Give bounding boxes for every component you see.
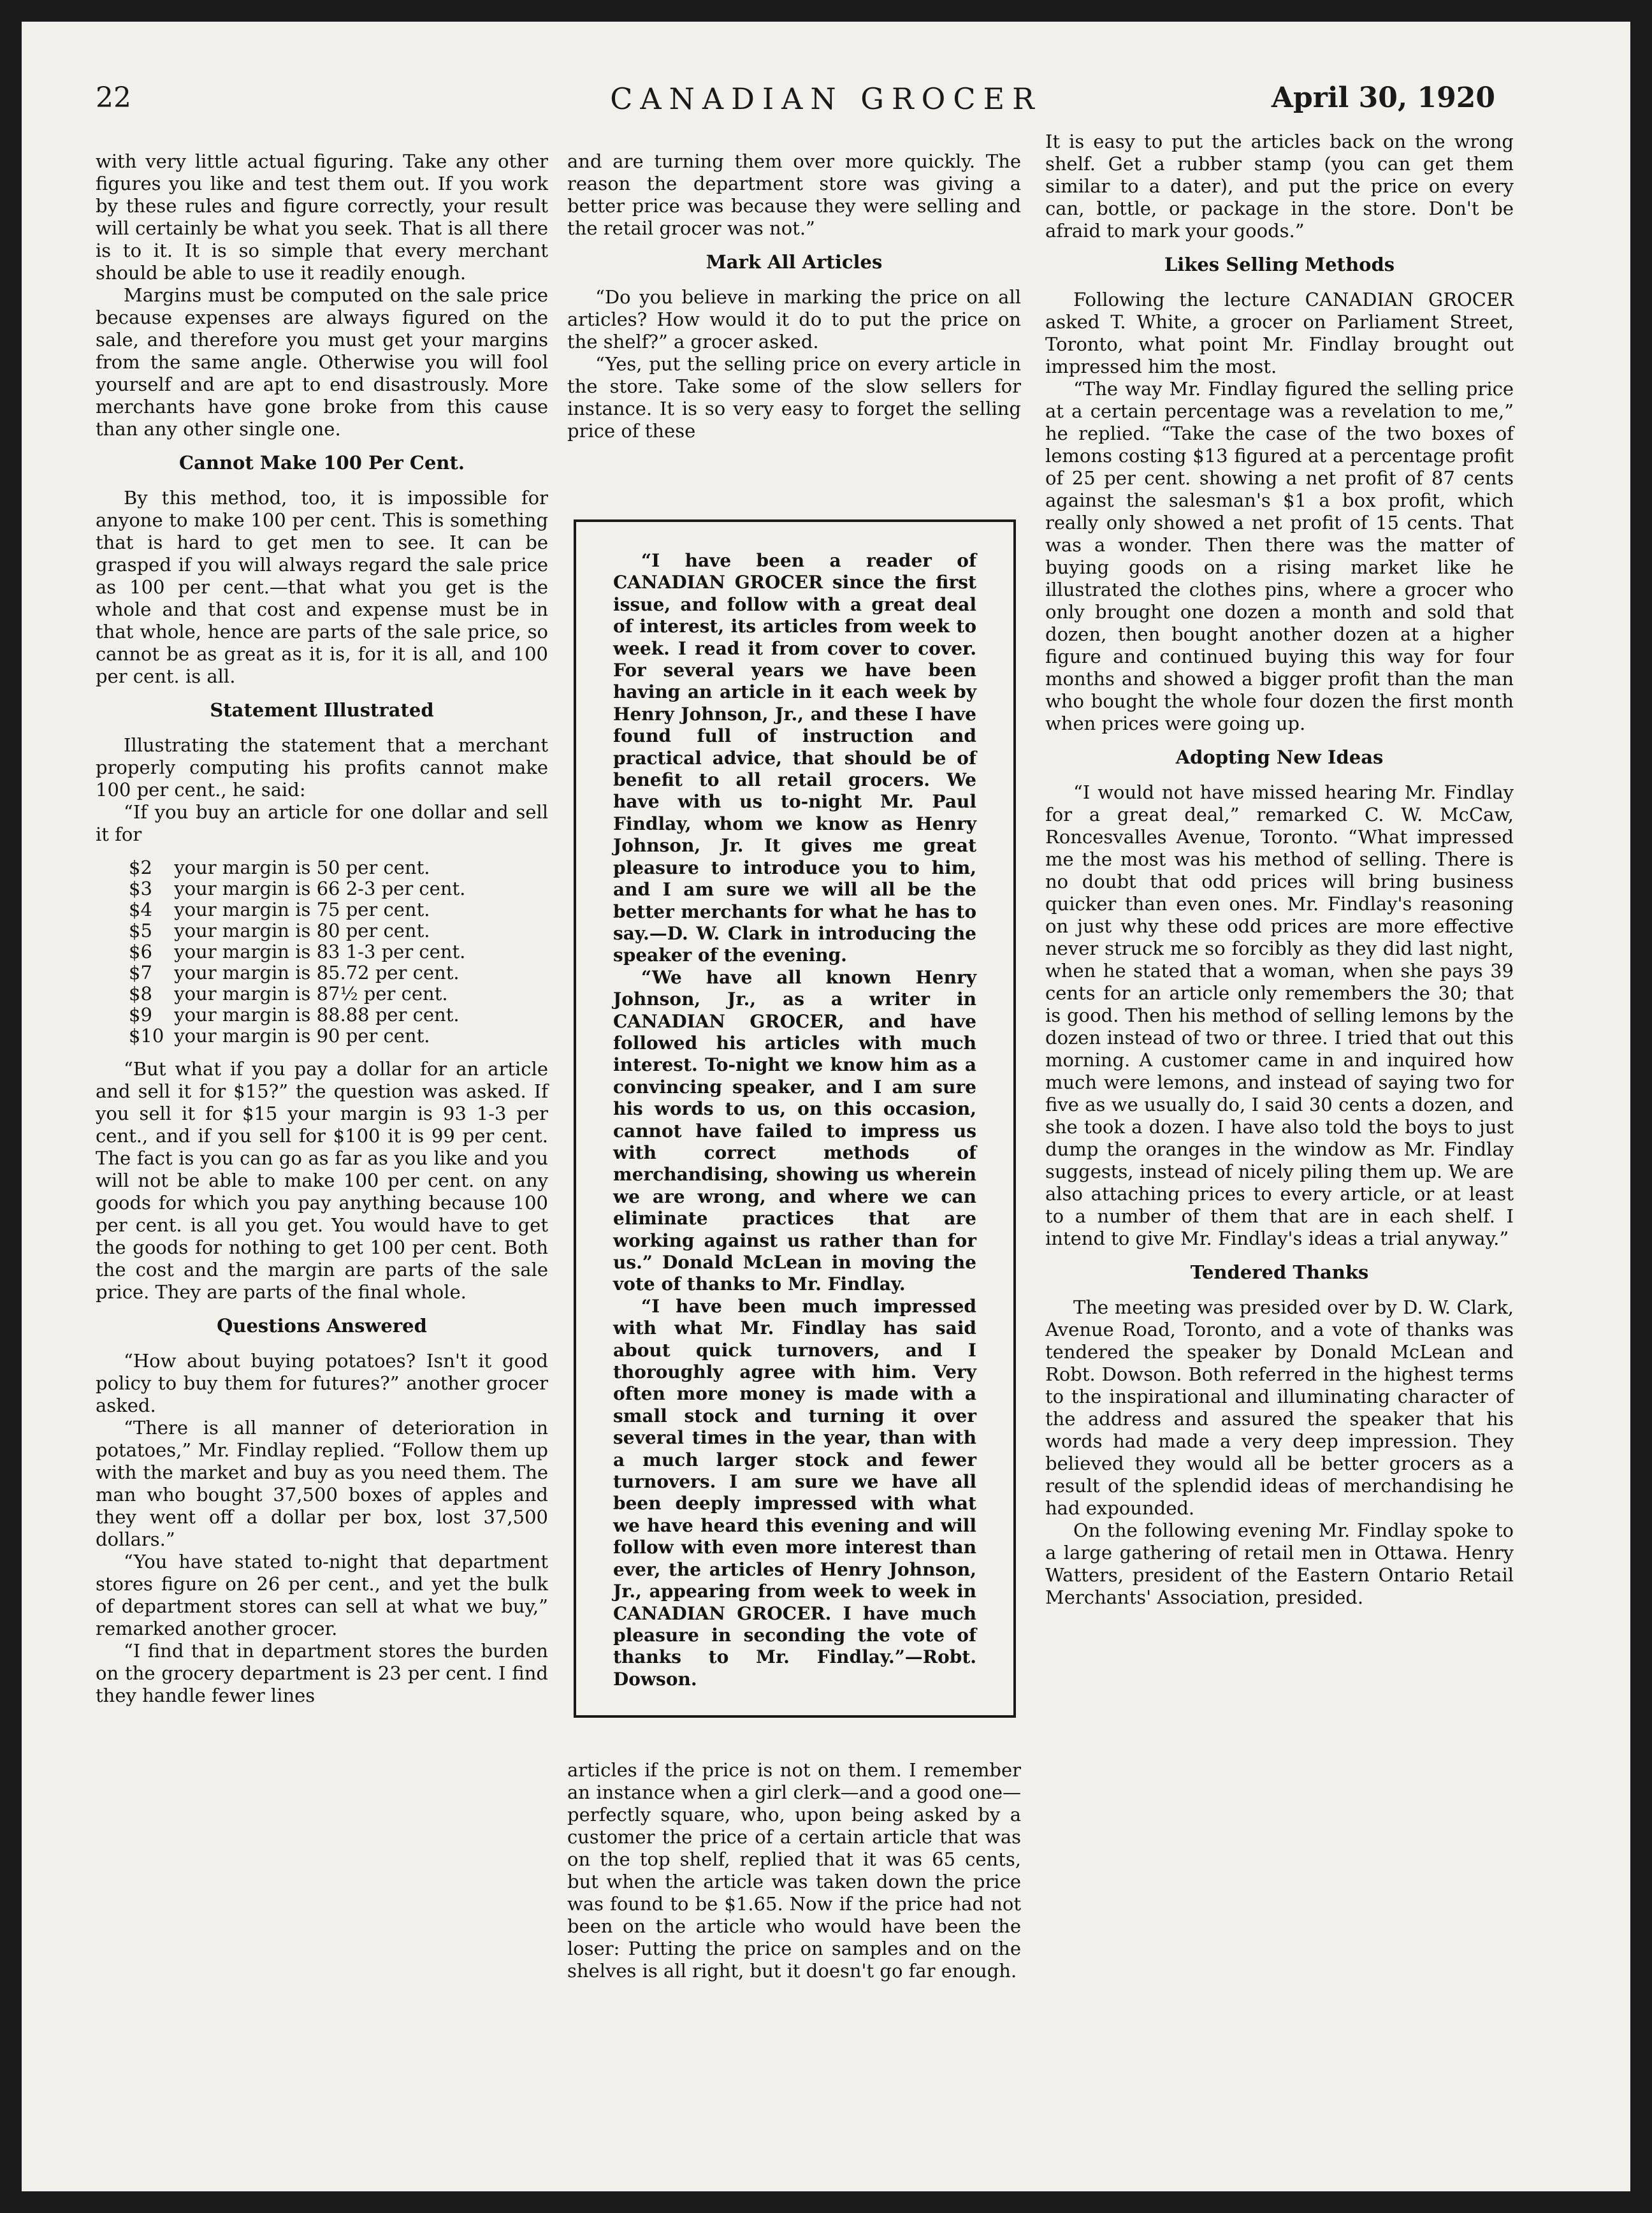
margin-item: [129, 962, 548, 983]
margin-text: your margin is 50 per cent.: [174, 857, 430, 878]
section-heading: Tendered Thanks: [1190, 1261, 1369, 1283]
margin-item: [129, 878, 548, 899]
column-2-top: [567, 150, 1021, 442]
paragraph: “Yes, put the selling price on every article in the store. Take some of the slow sellers for instance. It is so very easy to forget the selling price of these: [567, 353, 1021, 442]
paragraph: “There is all manner of deterioration in potatoes,” Mr. Findlay replied. “Follow them up with the market and buy as you need them. The man who bought 37,500 boxes of apples and they went off a dollar per box, lost 37,500 dollars.”: [96, 1417, 548, 1550]
paragraph: and are turning them over more quickly. The reason the department store was giving a better price was because they were selling and the retail grocer was not.”: [567, 150, 1021, 239]
column-2-bottom: [567, 1759, 1021, 1982]
margin-amount: $2: [129, 857, 152, 878]
section-heading: Cannot Make 100 Per Cent.: [179, 452, 465, 474]
paragraph: “If you buy an article for one dollar and sell it for: [96, 801, 548, 845]
quote-paragraph: “I have been a reader of CANADIAN GROCER since the first issue, and follow with a great deal of interest, its articles from week to week. I read it from cover to cover. For several years we have been having an article in it each week by Henry Johnson, Jr., and these I have found full of instruction and practical advice, that should be of benefit to all retail grocers. We have with us to-night Mr. Paul Findlay, whom we know as Henry Johnson, Jr. It gives me great pleasure to introduce you to him, and I am sure we will all be the better merchants for what he has to say.—D. W. Clark in introducing the speaker of the evening.: [613, 550, 976, 966]
margin-text: your margin is 80 per cent.: [174, 920, 430, 941]
column-3: [1045, 131, 1514, 1609]
paragraph: “You have stated to-night that department stores figure on 26 per cent., and yet the bulk of department stores can sell at what we buy,” remarked another grocer.: [96, 1551, 548, 1639]
quote-box-content: [613, 550, 976, 1690]
paragraph: The meeting was presided over by D. W. Clark, Avenue Road, Toronto, and a vote of thanks was tendered the speaker by Donald McLean and Robt. Dowson. Both referred in the highest terms to the inspirational and illuminating character of the address and assured the speaker that his words had made a very deep impression. They believed they would all be better grocers as a result of the splendid ideas of merchandising he had expounded.: [1045, 1296, 1514, 1519]
margin-text: your margin is 75 per cent.: [174, 899, 430, 920]
margin-amount: $4: [129, 899, 152, 920]
issue-date: April 30, 1920: [1271, 82, 1495, 114]
paragraph: “But what if you pay a dollar for an article and sell it for $15?” the question was asked. If you sell it for $15 your margin is 93 1-3 per cent., and if you sell for $100 it is 99 per cent. The fact is you can go as far as you like and you will not be able to make 100 per cent. on any goods for which you pay anything because 100 per cent. is all you get. You would have to get the goods for nothing to get 100 per cent. Both the cost and the margin are parts of the sale price. They are parts of the final whole.: [96, 1058, 548, 1303]
margin-amount: $10: [129, 1025, 164, 1047]
margin-text: your margin is 87½ per cent.: [174, 983, 448, 1005]
margin-text: your margin is 83 1-3 per cent.: [174, 941, 466, 962]
margin-item: [129, 899, 548, 920]
quote-box: [574, 519, 1016, 1718]
paragraph: Illustrating the statement that a merchant properly computing his profits cannot make 100 per cent., he said:: [96, 734, 548, 801]
paragraph: “How about buying potatoes? Isn't it good policy to buy them for futures?” another grocer asked.: [96, 1350, 548, 1416]
page-number: 22: [96, 82, 131, 114]
paragraph: “The way Mr. Findlay figured the selling price at a certain percentage was a revelation to me,” he replied. “Take the case of the two boxes of lemons costing $13 figured at a percentage profit of 25 per cent. showing a net profit of 87 cents against the salesman's $1 a box profit, which really only showed a net profit of 15 cents. That was a wonder. Then there was the matter of buying goods on a rising market like he illustrated the clothes pins, where a grocer who only brought one dozen a month and sold that dozen, then bought another dozen at a higher figure and continued buying this way for four months and showed a bigger profit than the man who bought the whole four dozen the first month when prices were going up.: [1045, 378, 1514, 734]
margin-amount: $3: [129, 878, 152, 899]
margin-text: your margin is 88.88 per cent.: [174, 1004, 460, 1026]
margin-item: [129, 920, 548, 941]
section-heading: Questions Answered: [217, 1315, 427, 1337]
margin-item: [129, 857, 548, 878]
margin-amount: $7: [129, 962, 152, 983]
paragraph: “I find that in department stores the burden on the grocery department is 23 per cent. I find they handle fewer lines: [96, 1640, 548, 1706]
margin-amount: $5: [129, 920, 152, 941]
margin-amount: $6: [129, 941, 152, 962]
section-heading: Mark All Articles: [706, 251, 883, 273]
paragraph: articles if the price is not on them. I remember an instance when a girl clerk—and a good one—perfectly square, who, upon being asked by a customer the price of a certain article that was on the top shelf, replied that it was 65 cents, but when the article was taken down the price was found to be $1.65. Now if the price had not been on the article who would have been the loser: Putting the price on samples and on the shelves is all right, but it doesn't go far enough.: [567, 1759, 1021, 1982]
margin-list: [129, 857, 548, 1047]
margin-text: your margin is 90 per cent.: [174, 1025, 430, 1047]
paragraph: with very little actual figuring. Take any other figures you like and test them out. If you work by these rules and figure correctly, your result will certainly be what you seek. That is all there is to it. It is so simple that every merchant should be able to use it readily enough.: [96, 150, 548, 284]
paragraph: Following the lecture CANADIAN GROCER asked T. White, a grocer on Parliament Street, Toronto, what point Mr. Findlay brought out impressed him the most.: [1045, 289, 1514, 377]
section-heading: Likes Selling Methods: [1164, 254, 1395, 275]
margin-text: your margin is 85.72 per cent.: [174, 962, 460, 983]
section-heading: Statement Illustrated: [210, 699, 434, 721]
paragraph: It is easy to put the articles back on the wrong shelf. Get a rubber stamp (you can get them similar to a dater), and put the price on every can, bottle, or package in the store. Don't be afraid to mark your goods.”: [1045, 131, 1514, 242]
margin-item: [129, 941, 548, 962]
paragraph: On the following evening Mr. Findlay spoke to a large gathering of retail men in Ottawa. Henry Watters, president of the Eastern Ontario Retail Merchants' Association, presided.: [1045, 1520, 1514, 1608]
margin-text: your margin is 66 2-3 per cent.: [174, 878, 466, 899]
paragraph: “Do you believe in marking the price on all articles? How would it do to put the price on the shelf?” a grocer asked.: [567, 286, 1021, 352]
column-1: [96, 150, 548, 1707]
margin-item: [129, 1026, 548, 1047]
paragraph: Margins must be computed on the sale price because expenses are always figured on the sale, and therefore you must get your margins from the same angle. Otherwise you will fool yourself and are apt to end disastrously. More merchants have gone broke from this cause than any other single one.: [96, 284, 548, 440]
section-heading: Adopting New Ideas: [1175, 746, 1384, 768]
quote-paragraph: “I have been much impressed with what Mr. Findlay has said about quick turnovers, and I thoroughly agree with him. Very often more money is made with a small stock and turning it over several times in the year, than with a much larger stock and fewer turnovers. I am sure we have all been deeply impressed with what we have heard this evening and will follow with even more interest than ever, the articles of Henry Johnson, Jr., appearing from week to week in CANADIAN GROCER. I have much pleasure in seconding the vote of thanks to Mr. Findlay.”—Robt. Dowson.: [613, 1295, 976, 1690]
paragraph: By this method, too, it is impossible for anyone to make 100 per cent. This is something that is hard to get men to see. It can be grasped if you will always regard the sale price as 100 per cent.—that what you get is the whole and that cost and expense must be in that whole, hence are parts of the sale price, so cannot be as great as it is, for it is all, and 100 per cent. is all.: [96, 487, 548, 687]
margin-item: [129, 1005, 548, 1026]
margin-item: [129, 983, 548, 1005]
publication-title: CANADIAN GROCER: [610, 82, 1042, 116]
paragraph: “I would not have missed hearing Mr. Findlay for a great deal,” remarked C. W. McCaw, Roncesvalles Avenue, Toronto. “What impressed me the most was his method of selling. There is no doubt that odd prices will bring business quicker than even ones. Mr. Findlay's reasoning on just why these odd prices are more effective never struck me so forcibly as they did last night, when he stated that a woman, when she pays 39 cents for an article only remembers the 30; that is good. Then his method of selling lemons by the dozen instead of two or three. I tried that out this morning. A customer came in and inquired how much were lemons, and instead of saying two for five as we usually do, I said 30 cents a dozen, and she took a dozen. I have also told the boys to just dump the oranges in the window as Mr. Findlay suggests, instead of nicely piling them up. We are also attaching prices to every article, or at least to a number of them that are in each shelf. I intend to give Mr. Findlay's ideas a trial anyway.”: [1045, 781, 1514, 1249]
margin-amount: $8: [129, 983, 152, 1005]
margin-amount: $9: [129, 1004, 152, 1026]
quote-paragraph: “We have all known Henry Johnson, Jr., as a writer in CANADIAN GROCER, and have followed his articles with much interest. To-night we know him as a convincing speaker, and I am sure his words to us, on this occasion, cannot have failed to impress us with correct methods of merchandising, showing us wherein we are wrong, and where we can eliminate practices that are working against us rather than for us.” Donald McLean in moving the vote of thanks to Mr. Findlay.: [613, 966, 976, 1295]
